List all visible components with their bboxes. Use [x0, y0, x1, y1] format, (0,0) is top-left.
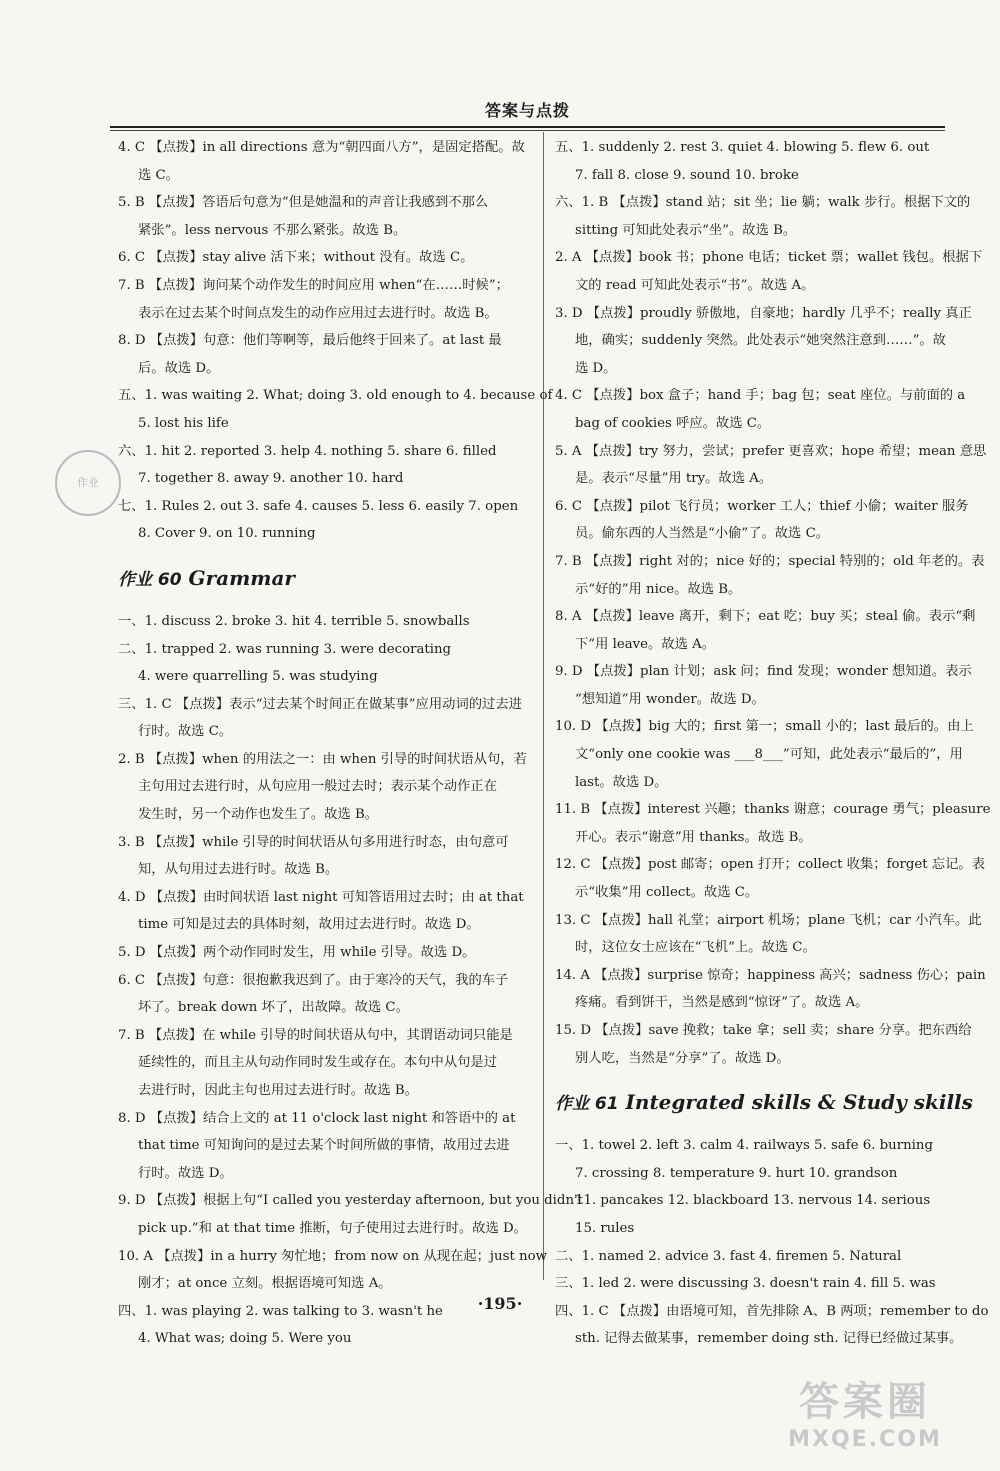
answer-continuation: 行时。故选 C。: [138, 724, 233, 740]
answer-line: 五、1. suddenly 2. rest 3. quiet 4. blowing 5. flew 6. out: [555, 140, 930, 155]
answer-line: 二、1. trapped 2. was running 3. were decorating: [118, 641, 452, 657]
answer-continuation: 7. fall 8. close 9. sound 10. broke: [575, 167, 799, 183]
answer-line: 三、1. led 2. were discussing 3. doesn't rain 4. fill 5. was: [555, 1276, 936, 1292]
answer-line: 4. D 【点拨】由时间状语 last night 可知答语用过去时；由 at that: [118, 889, 524, 905]
answer-continuation: 发生时，另一个动作也发生了。故选 B。: [138, 807, 379, 823]
answer-continuation: 表示在过去某个时间点发生的动作应用过去进行时。故选 B。: [138, 305, 498, 321]
homework-stamp: 作业: [55, 450, 121, 516]
answer-line: 8. A 【点拨】leave 离开，剩下；eat 吃；buy 买；steal 偷。表示“剩: [555, 609, 976, 625]
column-divider: [543, 132, 544, 1280]
answer-continuation: 别人吃，当然是“分享”了。故选 D。: [575, 1050, 790, 1066]
answer-continuation: 去进行时，因此主句也用过去进行时。故选 B。: [138, 1083, 418, 1098]
answer-line: 3. B 【点拨】while 引导的时间状语从句多用进行时态，由句意可: [118, 834, 509, 850]
answer-continuation: 是。表示“尽量”用 try。故选 A。: [575, 471, 773, 487]
answer-continuation: 11. pancakes 12. blackboard 13. nervous 14. serious: [575, 1193, 931, 1209]
answer-line: 一、1. towel 2. left 3. calm 4. railways 5. safe 6. burning: [555, 1138, 933, 1154]
answer-continuation: 知，从句用过去进行时。故选 B。: [138, 862, 339, 878]
answer-line: 七、1. Rules 2. out 3. safe 4. causes 5. less 6. easily 7. open: [118, 498, 519, 514]
answer-continuation: 4. were quarrelling 5. was studying: [138, 669, 378, 685]
answer-continuation: 后。故选 D。: [138, 360, 220, 376]
answer-line: 一、1. discuss 2. broke 3. hit 4. terrible 5. snowballs: [118, 613, 470, 629]
answer-continuation: 行时。故选 D。: [138, 1165, 233, 1181]
answer-continuation: sth. 记得去做某事，remember doing sth. 记得已经做过某事。: [575, 1331, 963, 1347]
answer-line: 9. D 【点拨】plan 计划；ask 问；find 发现；wonder 想知道。表示: [555, 664, 972, 680]
answer-line: 9. D 【点拨】根据上句“I called you yesterday afternoon, but you didn't: [118, 1193, 584, 1209]
assignment-title: Integrated skills & Study skills: [625, 1090, 973, 1115]
header-rule: [110, 126, 945, 128]
answer-continuation: that time 可知询问的是过去某个时间所做的事情，故用过去进: [138, 1138, 510, 1154]
answer-line: 7. B 【点拨】right 对的；nice 好的；special 特别的；old 年老的。表: [555, 553, 985, 569]
answer-continuation: 主句用过去进行时，从句应用一般过去时；表示某个动作正在: [138, 779, 498, 795]
answer-continuation: 选 D。: [575, 360, 617, 376]
answer-line: 6. C 【点拨】句意：很抱歉我迟到了。由于寒冷的天气，我的车子: [118, 972, 509, 988]
watermark-logo: [750, 1376, 980, 1454]
answer-continuation: “想知道”用 wonder。故选 D。: [575, 691, 765, 707]
answer-continuation: 地，确实；suddenly 突然。此处表示“她突然注意到……”。故: [575, 333, 946, 349]
page-header: 答案与点拨: [484, 101, 570, 120]
answer-line: 6. C 【点拨】pilot 飞行员；worker 工人；thief 小偷；waiter 服务: [555, 498, 969, 514]
assignment-number: 作业 61: [555, 1094, 619, 1115]
answer-continuation: 15. rules: [575, 1220, 635, 1236]
watermark-title: 答案圈: [799, 1379, 931, 1425]
assignment-title: Grammar: [188, 565, 295, 590]
answer-continuation: 7. crossing 8. temperature 9. hurt 10. grandson: [575, 1165, 898, 1181]
right-column: [555, 134, 991, 1353]
answer-line: 六、1. hit 2. reported 3. help 4. nothing 5. share 6. filled: [118, 443, 497, 459]
page-number: ·195·: [477, 1294, 523, 1313]
answer-line: 5. B 【点拨】答语后句意为“但是她温和的声音让我感到不那么: [118, 195, 489, 211]
assignment-number: 作业 60: [118, 569, 182, 590]
answer-line: 13. C 【点拨】hall 礼堂；airport 机场；plane 飞机；car 小汽车。此: [555, 912, 982, 928]
left-column: [118, 134, 584, 1353]
answer-line: 10. A 【点拨】in a hurry 匆忙地；from now on 从现在起；just now: [118, 1248, 547, 1264]
answer-line: 2. B 【点拨】when 的用法之一：由 when 引导的时间状语从句，若: [118, 751, 527, 767]
answer-continuation: 7. together 8. away 9. another 10. hard: [138, 471, 404, 487]
answer-continuation: 选 C。: [138, 167, 179, 183]
answer-continuation: 坏了。break down 坏了，出故障。故选 C。: [138, 1000, 409, 1016]
answer-line: 三、1. C 【点拨】表示“过去某个时间正在做某事”应用动词的过去进: [118, 696, 522, 712]
answer-continuation: 开心。表示“谢意”用 thanks。故选 B。: [575, 829, 812, 845]
answer-continuation: 文“only one cookie was ___8___”可知，此处表示“最后的”，用: [575, 747, 963, 763]
answer-line: 4. C 【点拨】in all directions 意为“朝四面八方”，是固定搭配。故: [118, 140, 525, 155]
answer-continuation: 5. lost his life: [138, 415, 229, 431]
answer-continuation: 示“收集”用 collect。故选 C。: [575, 885, 759, 901]
answer-continuation: 8. Cover 9. on 10. running: [138, 526, 316, 542]
assignment-heading: [555, 1072, 985, 1132]
watermark-url: MXQE.COM: [788, 1427, 942, 1452]
answer-line: 4. C 【点拨】box 盒子；hand 手；bag 包；seat 座位。与前面的 a: [555, 388, 966, 404]
answer-line: 8. D 【点拨】句意：他们等啊等，最后他终于回来了。at last 最: [118, 333, 502, 349]
answer-line: 10. D 【点拨】big 大的；first 第一；small 小的；last 最后的。由上: [555, 719, 974, 735]
answer-line: 7. B 【点拨】询问某个动作发生的时间应用 when“在……时候”；: [118, 277, 509, 293]
answer-continuation: 员。偷东西的人当然是“小偷”了。故选 C。: [575, 526, 830, 542]
assignment-heading: [118, 548, 530, 608]
answer-line: 3. D 【点拨】proudly 骄傲地，自豪地；hardly 几乎不；really 真正: [555, 305, 972, 321]
answer-continuation: 示“好的”用 nice。故选 B。: [575, 581, 742, 597]
answer-continuation: 文的 read 可知此处表示“书”。故选 A。: [575, 277, 815, 293]
answer-line: 12. C 【点拨】post 邮寄；open 打开；collect 收集；forget 忘记。表: [555, 857, 985, 873]
answer-line: 六、1. B 【点拨】stand 站；sit 坐；lie 躺；walk 步行。根据下文的: [555, 195, 971, 211]
answer-continuation: 4. What was; doing 5. Were you: [138, 1331, 352, 1347]
answer-line: 2. A 【点拨】book 书；phone 电话；ticket 票；wallet 钱包。根据下: [555, 250, 983, 266]
answer-continuation: bag of cookies 呼应。故选 C。: [575, 415, 771, 431]
answer-continuation: 下”用 leave。故选 A。: [575, 636, 716, 652]
answer-line: 6. C 【点拨】stay alive 活下来；without 没有。故选 C。: [118, 250, 474, 266]
answer-continuation: 紧张”。less nervous 不那么紧张。故选 B。: [138, 222, 407, 238]
answer-line: 四、1. was playing 2. was talking to 3. wasn't he: [118, 1303, 443, 1319]
answer-continuation: 时，这位女士应该在“飞机”上。故选 C。: [575, 940, 816, 956]
answer-continuation: 刚才；at once 立刻。根据语境可知选 A。: [138, 1276, 392, 1292]
answer-line: 四、1. C 【点拨】由语境可知，首先排除 A、B 两项；remember to do: [555, 1303, 989, 1319]
answer-continuation: 疼痛。看到饼干，当然是感到“惊讶”了。故选 A。: [575, 995, 869, 1011]
answer-line: 14. A 【点拨】surprise 惊奇；happiness 高兴；sadness 伤心；pain: [555, 967, 986, 983]
answer-line: 8. D 【点拨】结合上文的 at 11 o'clock last night 和答语中的 at: [118, 1110, 516, 1126]
answer-line: 11. B 【点拨】interest 兴趣；thanks 谢意；courage 勇气；pleasure: [555, 802, 991, 818]
answer-continuation: pick up.”和 at that time 推断，句子使用过去进行时。故选 D。: [138, 1220, 527, 1236]
answer-line: 5. A 【点拨】try 努力，尝试；prefer 更喜欢；hope 希望；mean 意思: [555, 443, 987, 459]
answer-line: 15. D 【点拨】save 挽救；take 拿；sell 卖；share 分享。把东西给: [555, 1023, 972, 1038]
answer-continuation: 延续性的，而且主从句动作同时发生或存在。本句中从句是过: [138, 1055, 498, 1071]
answer-line: 二、1. named 2. advice 3. fast 4. firemen 5. Natural: [555, 1248, 902, 1264]
answer-continuation: time 可知是过去的具体时刻，故用过去进行时。故选 D。: [138, 917, 480, 933]
answer-continuation: sitting 可知此处表示“坐”。故选 B。: [575, 222, 797, 238]
answer-continuation: last。故选 D。: [575, 774, 668, 790]
answer-line: 5. D 【点拨】两个动作同时发生，用 while 引导。故选 D。: [118, 945, 476, 961]
header-rule-thin: [110, 130, 945, 131]
answer-line: 7. B 【点拨】在 while 引导的时间状语从句中，其谓语动词只能是: [118, 1027, 513, 1043]
answer-line: 五、1. was waiting 2. What; doing 3. old enough to 4. because of: [118, 388, 553, 404]
